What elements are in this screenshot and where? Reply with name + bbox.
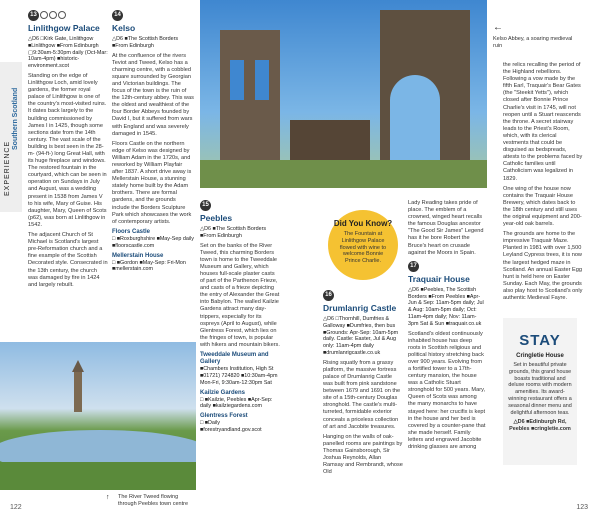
glentress-info: □ ■Daily ■forestryandland.gov.scot	[200, 420, 262, 434]
entry-number: 16	[323, 290, 334, 301]
drumlanrig-title: Drumlanrig Castle	[323, 303, 397, 313]
tweeddale-title: Tweeddale Museum and Gallery	[200, 352, 269, 366]
linlithgow-info: △D6 □Kirk Gate, Linlithgow ■Linlithgow ■From Edinburgh ▢9:30am-5:30pm daily (Oct-Mar: 10am-4pm) ■historic-environment.scot	[28, 36, 108, 70]
kelso-abbey-photo	[200, 0, 487, 188]
feature-icons	[39, 11, 66, 20]
stay-name: Cringletie House	[516, 353, 564, 359]
traquair-text-3: One wing of the house now contains the Traquair House Brewery, which dates back to the 18th century and still uses the original equipment and 200-year-old oak barrels.	[503, 185, 582, 228]
kailzie-title: Kailzie Gardens	[200, 389, 246, 396]
traquair-text: Scotland's oldest continuously inhabited house has deep roots in Scottish religious and political history stretching back over 900 years. Evolving from a fortified tower to a 17th-century mansion, the house was a Catholic Stuart stronghold for 500 years. Mary, Queen of Scots was among the many monarchs to have stayed here: her crucifix is kept in the house and her bed is covered by a counter-pane that she made herself. Family letters and engraved Jacobite drinking glasses are among	[408, 330, 486, 451]
floors-castle-title: Floors Castle	[112, 228, 151, 235]
peebles-text: Set on the banks of the River Tweed, this charming Borders town is home to the Tweeddale Museum and Gallery, which houses full-scale plaster casts of part of the Parthenon Frieze, and casts of a frieze depicting the entry of Alexander the Great into Babylon. The walled Kailzie Gardens attract many day-trippers, especially for its ospreys (April to August), while Glentress Forest, which lies on the fringes of town, is popular with hikers and mountain bikers.	[200, 242, 280, 348]
drumlanrig-text-2: Hanging on the walls of oak-panelled rooms are paintings by Thomas Gainsborough, Sir Joshua Reynolds, Allan Ramsay and Rembrandt, whose Old	[323, 433, 403, 476]
entry-number: 15	[200, 200, 211, 211]
kelso-caption: Kelso Abbey, a soaring medieval ruin	[493, 36, 573, 49]
linlithgow-title: Linlithgow Palace	[28, 23, 100, 33]
traquair-text-4: The grounds are home to the impressive Traquair Maze. Planted in 1981 with over 1,500 Leyland Cypress trees, it is now the largest hedged maze in Scotland. An annual Easter Egg hunt is held here on Easter Sunday. Each May, the grounds also play host to Scotland's only authentic Medieval Fayre.	[503, 231, 583, 301]
kelso-text-2: Floors Castle on the northern edge of Kelso was designed by William Adam in the 1720s, and reworked by William Playfair after 1837. A short drive away is Mellerstain House, a stunning stately home built by the Adam brothers. There are formal gardens, and the grounds include the Borders Sculpture Park which showcases the work of contemporary artists.	[112, 140, 192, 225]
arrow-up-icon: ↑	[106, 494, 110, 501]
stay-title: STAY	[519, 332, 561, 349]
drumlanrig-info: △D6 □Thornhill, Dumfries & Galloway ■Dumfries, then bus ■Grounds: Apr-Sep: 10am-5pm daily. Castle: Easter, Jul & Aug only: 11am-4pm daily ■drumlanrigcastle.co.uk	[323, 316, 399, 356]
peebles-section	[200, 200, 280, 437]
stay-text: Set in beautiful private grounds, this grand house boasts traditional and deluxe rooms with modern amenities. Its award-winning restaurant offers a seasonal dinner menu and delightful afternoon teas.	[508, 362, 572, 416]
tweed-caption: The River Tweed flowing through Peebles town centre	[118, 494, 189, 507]
linlithgow-text-1: Standing on the edge of Linlithgow Loch, amid lovely gardens, the former royal palace of Linlithgow is one of the country's most-visited ruins. It dates back largely to the building commissioned by James I in 1425, though some sections date from the 14th century. The vast scale of the building is best seen in the 28-m- (94-ft-) long Great Hall, with its huge fireplace and windows. The restored fountain in the courtyard, which can be seen in operation on Sundays in July and August, was a wedding present in 1538 from James V to his wife, Mary of Guise. His daughter, Mary, Queen of Scots (p62), was born at Linlithgow in 1542.	[28, 72, 107, 228]
stay-box	[503, 318, 577, 465]
arrow-left-icon: ←	[493, 22, 503, 33]
mellerstain-info: □ ■Gordon ■May-Sep: Fri-Mon ■mellerstain.com	[112, 259, 186, 273]
linlithgow-text-2: The adjacent Church of St Michael is Scotland's largest pre-Reformation church and a fine example of the Scottish Decorated style. Consecrated in the 13th century, the church was damaged by fire in 1424 and largely rebuilt.	[28, 232, 108, 288]
did-you-know-text: The Fountain at Linlithgow Palace flowed with wine to welcome Bonnie Prince Charlie.	[339, 231, 387, 265]
drumlanrig-text-1: Rising squatly from a grassy platform, the massive fortress palace of Drumlanrig Castle was built from pink sandstone between 1679 and 1691 on the site of a 15th-century Douglas stronghold. The castle's multi-turreted, formidable exterior conceals a priceless collection of art and Jacobite treasures.	[323, 359, 401, 430]
linlithgow-section	[28, 10, 108, 292]
sidebar-region: Southern Scotland	[12, 87, 19, 150]
kelso-info: △D6 ■The Scottish Borders ■From Edinburgh	[112, 36, 179, 49]
did-you-know-badge	[328, 210, 398, 280]
entry-number: 14	[112, 10, 123, 21]
traquair-section	[408, 200, 486, 454]
floors-castle-info: □ ■Roxburghshire ■May-Sep daily ■floorscastle.com	[112, 235, 194, 249]
mellerstain-title: Mellerstain House	[112, 252, 164, 259]
river-tweed-photo	[0, 342, 196, 490]
entry-number: 13	[28, 10, 39, 21]
traquair-continued	[503, 62, 583, 305]
sidebar-label: EXPERIENCE	[4, 140, 11, 196]
tweeddale-info: ■Chambers Institution, High St ■01721) 724820 ■10:30am-4pm Mon-Fri, 9:30am-12:30pm Sat	[200, 366, 278, 386]
peebles-info: △D6 ■The Scottish Borders ■From Edinburgh	[200, 226, 267, 239]
entry-number: 17	[408, 261, 419, 272]
kelso-text-1: At the confluence of the rivers Teviot and Tweed, Kelso has a charming centre, with a cobbled square surrounded by Georgian and Victorian buildings. The focus of the town is the ruin of the 12th-century abbey. This was the oldest and wealthiest of the four Border Abbeys founded by David I, but it suffered from wars with England and was severely damaged in 1545.	[112, 52, 194, 137]
kailzie-info: □ ■Kailzie, Peebles ■Apr-Sep: daily ■kailziegardens.com	[200, 396, 273, 410]
stay-info: △D6 ■Edinburgh Rd, Peebles ■cringletie.com	[509, 419, 571, 433]
kelso-section	[112, 10, 194, 276]
traquair-info: △D6 ■Peebles, The Scottish Borders ■From Peebles ■Apr-Jun & Sep: 11am-5pm daily; Jul & Aug: 10am-5pm daily; Oct: 11am-4pm daily; Nov: 11am-3pm Sat & Sun ■traquair.co.uk	[408, 286, 484, 327]
traquair-title: Traquair House	[408, 273, 470, 284]
traquair-text-2: the relics recalling the period of the Highland rebellions. Following a vow made by the fifth Earl, Traquair's Bear Gates (the "Steekit Yetts"), which closed after Bonnie Prince Charlie's visit in 1745, will not reopen until a Stuart reascends the throne. A secret stairway leads to the Priest's Room, which, with its clerical vestments that could be disguised as bedspreads, attests to the problems faced by Catholic families until Catholicism was legalized in 1829.	[503, 62, 583, 182]
drumlanrig-section	[323, 290, 403, 479]
page-number-right: 123	[576, 504, 588, 511]
did-you-know-title: Did You Know?	[333, 219, 393, 228]
glentress-title: Glentress Forest	[200, 413, 248, 420]
drumlanrig-continued: Lady Reading takes pride of place. The emblem of a crowned, winged heart recalls the famous Douglas ancestor "The Good Sir James" Legend has it he bore Robert the Bruce's heart on crusade against the Moors in Spain.	[408, 200, 484, 256]
peebles-title: Peebles	[200, 213, 233, 223]
page-number-left: 122	[10, 504, 22, 511]
kelso-title: Kelso	[112, 23, 136, 33]
